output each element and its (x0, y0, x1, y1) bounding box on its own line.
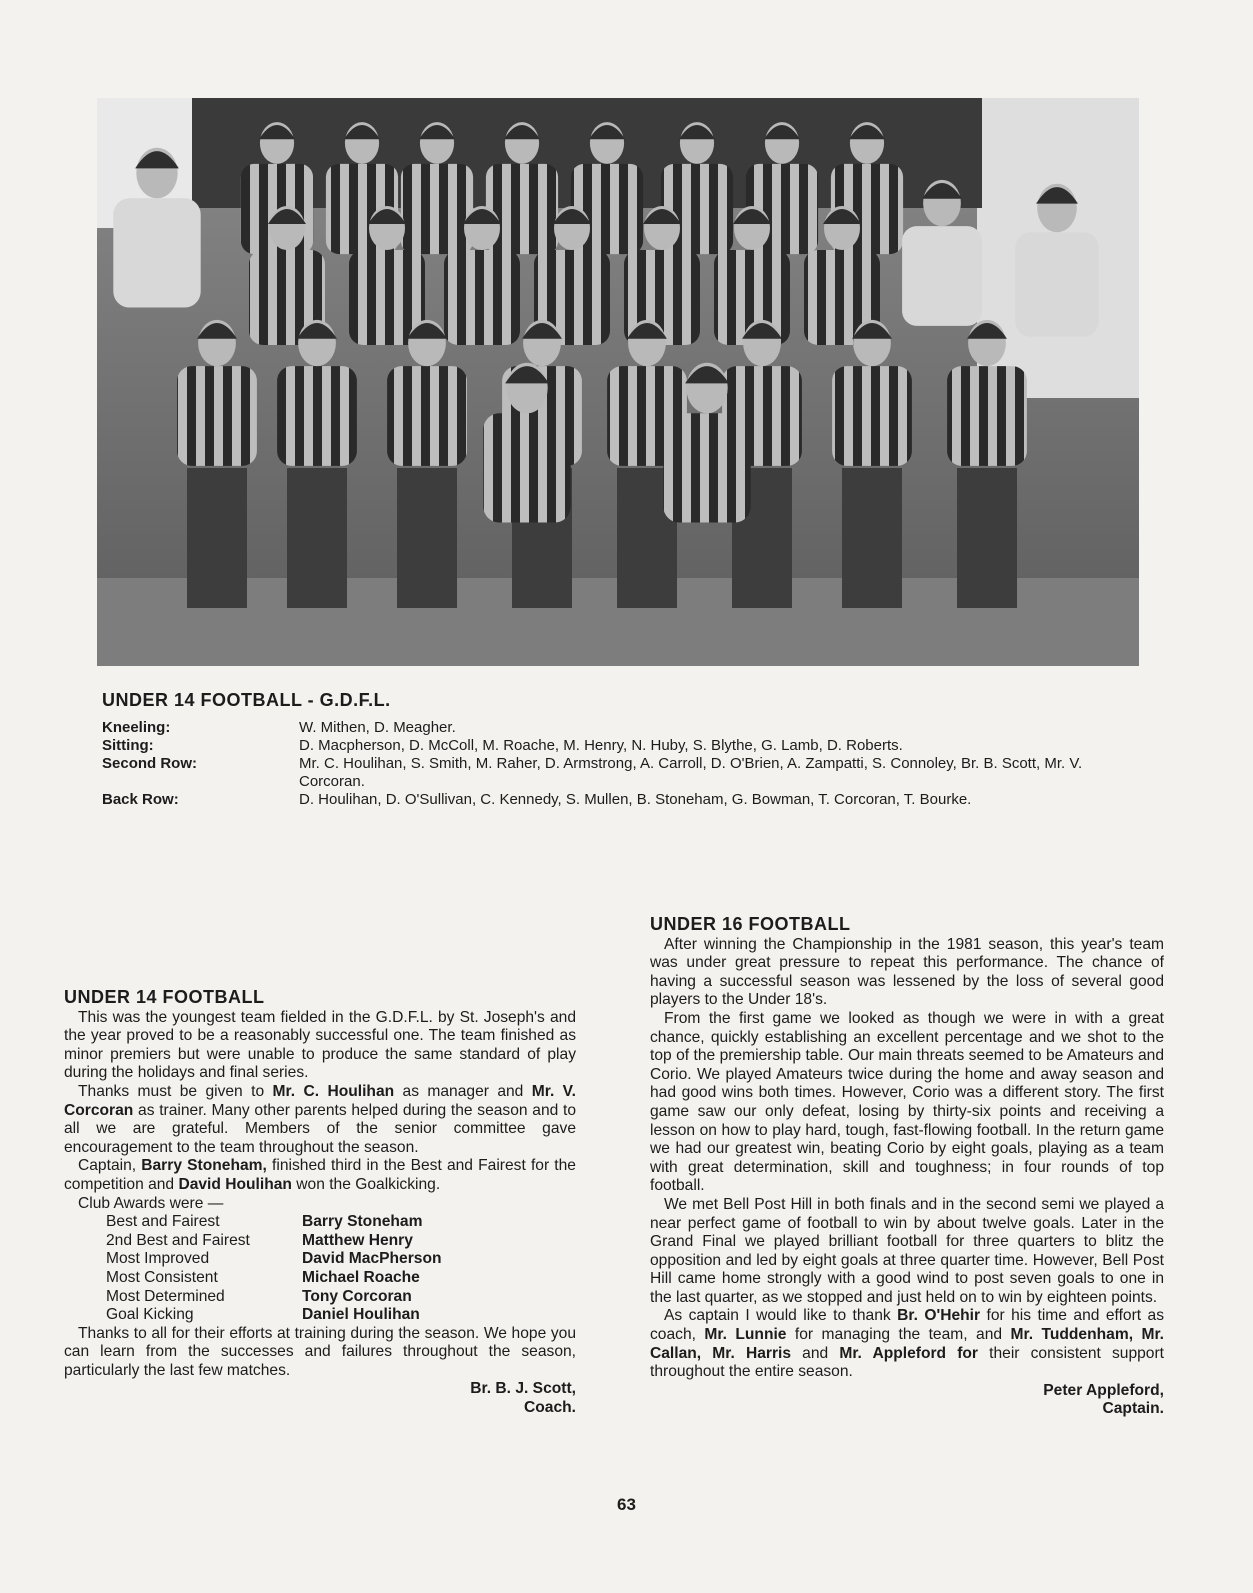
awards-intro: Club Awards were — (78, 1194, 224, 1212)
under16-heading: UNDER 16 FOOTBALL (650, 914, 851, 934)
under16-article (650, 915, 1164, 1419)
paragraph: Thanks to all for their efforts at training during the season. We hope you can learn from the successes and failures throughout the season, particularly the last few matches. (64, 1324, 576, 1379)
bold-name: Mr. V. Corcoran (64, 1082, 576, 1119)
legs-silhouette (842, 468, 902, 608)
paragraph: After winning the Championship in the 1981 season, this year's team was under great pressure to repeat this performance. The chance of having a successful season was lessened by the loss of several good players to the Under 18's. (650, 935, 1164, 1009)
bold-name: Mr. Tuddenham, Mr. Callan, Mr. Harris (650, 1326, 1164, 1362)
text: for managing the team, and (786, 1326, 1011, 1344)
under14-heading: UNDER 14 FOOTBALL (64, 987, 265, 1007)
legs-silhouette (187, 468, 247, 608)
paragraph (64, 1157, 576, 1194)
text: finished third in the Best and Fairest for the competition and (64, 1157, 576, 1193)
award-name: Most Consistent (106, 1268, 218, 1286)
legs-silhouette (287, 468, 347, 608)
paragraph (650, 1307, 1164, 1381)
text: and (791, 1344, 840, 1362)
signature-name: Br. B. J. Scott, (470, 1380, 576, 1398)
text: their consistent support throughout the entire season. (650, 1344, 1164, 1381)
paragraph: From the first game we looked as though we were in with a great chance, quickly establishing an excellent percentage and we shot to the top of the premiership table. Our main threats seemed to be Amateurs and Corio. We played Amateurs twice during the home and away season and had good wins both times. However, Corio was a different story. The first game saw our only defeat, losing by thirty-six points and receiving a lesson on how to play hard, tough, fast-flowing football. In the return game we had our greatest win, beating Corio by eight goals, playing as a team with great determination, skill and toughness; in four rounds of top football. (650, 1009, 1164, 1195)
bold-name: Br. O'Hehir (897, 1307, 981, 1325)
team-photo-image (97, 98, 1139, 666)
bold-name: Barry Stoneham, (141, 1157, 267, 1175)
roster-names: Mr. C. Houlihan, S. Smith, M. Raher, D. Armstrong, A. Carroll, D. O'Brien, A. Zampatti, S. Connoley, Br. B. Scott, Mr. V. Corcoran. (299, 755, 1083, 790)
caption-title: UNDER 14 FOOTBALL - G.D.F.L. (102, 690, 391, 710)
award-name: 2nd Best and Fairest (106, 1231, 250, 1249)
roster-label: Kneeling: (102, 719, 171, 736)
legs-silhouette (397, 468, 457, 608)
photo-caption (102, 690, 1142, 809)
bold-name: Mr. Appleford for (839, 1344, 978, 1362)
text: Thanks must be given to (78, 1082, 273, 1100)
roster-label: Back Row: (102, 791, 179, 808)
award-winner: Michael Roache (302, 1268, 420, 1286)
paragraph: We met Bell Post Hill in both finals and in the second semi we played a near perfect game of football to win by about twelve goals. Later in the Grand Final we played brilliant football for three quarters to blitz the opposition and led by eight goals at three quarter time. However, Bell Post Hill came home strongly with a good wind to post seven goals to one in the last quarter, as we stopped and just held on to win by eighteen points. (650, 1195, 1164, 1306)
awards-list (106, 1213, 576, 1325)
bold-name: Mr. Lunnie (704, 1326, 787, 1344)
roster-names: D. Macpherson, D. McColl, M. Roache, M. Henry, N. Huby, S. Blythe, G. Lamb, D. Roberts. (299, 737, 903, 754)
under14-article (64, 988, 576, 1418)
signature-role: Captain. (1102, 1400, 1164, 1418)
text: Captain, (78, 1157, 142, 1175)
roster-label: Sitting: (102, 737, 154, 754)
award-winner: Tony Corcoran (302, 1287, 412, 1305)
award-winner: Matthew Henry (302, 1231, 413, 1249)
roster-names: D. Houlihan, D. O'Sullivan, C. Kennedy, S. Mullen, B. Stoneham, G. Bowman, T. Corcoran, T. Bourke. (299, 791, 972, 808)
award-winner: Barry Stoneham (302, 1213, 423, 1231)
text: won the Goalkicking. (291, 1175, 441, 1193)
award-winner: David MacPherson (302, 1250, 442, 1268)
text: as trainer. Many other parents helped during the season and to all we are grateful. Members of the senior committee gave encouragement to the team throughout the season. (64, 1101, 576, 1156)
signature-name: Peter Appleford, (1043, 1381, 1164, 1399)
award-name: Best and Fairest (106, 1213, 220, 1231)
roster (102, 719, 1142, 809)
legs-silhouette (957, 468, 1017, 608)
roster-label: Second Row: (102, 755, 198, 772)
signature-role: Coach. (524, 1399, 576, 1417)
award-name: Most Improved (106, 1250, 210, 1268)
award-winner: Daniel Houlihan (302, 1306, 420, 1324)
roster-names: W. Mithen, D. Meagher. (299, 719, 456, 736)
paragraph: This was the youngest team fielded in the G.D.F.L. by St. Joseph's and the year proved to be a reasonably successful one. The team finished as minor premiers but were unable to produce the same standard of play during the holidays and final series. (64, 1008, 576, 1082)
paragraph (64, 1083, 576, 1157)
text: as manager and (394, 1082, 532, 1100)
award-name: Most Determined (106, 1287, 225, 1305)
bold-name: David Houlihan (178, 1175, 292, 1193)
team-photo (97, 98, 1139, 666)
bold-name: Mr. C. Houlihan (272, 1082, 395, 1100)
text: for his time and effort as coach, (650, 1307, 1164, 1344)
page-number: 63 (617, 1495, 636, 1514)
text: As captain I would like to thank (664, 1307, 898, 1325)
award-name: Goal Kicking (106, 1306, 194, 1324)
